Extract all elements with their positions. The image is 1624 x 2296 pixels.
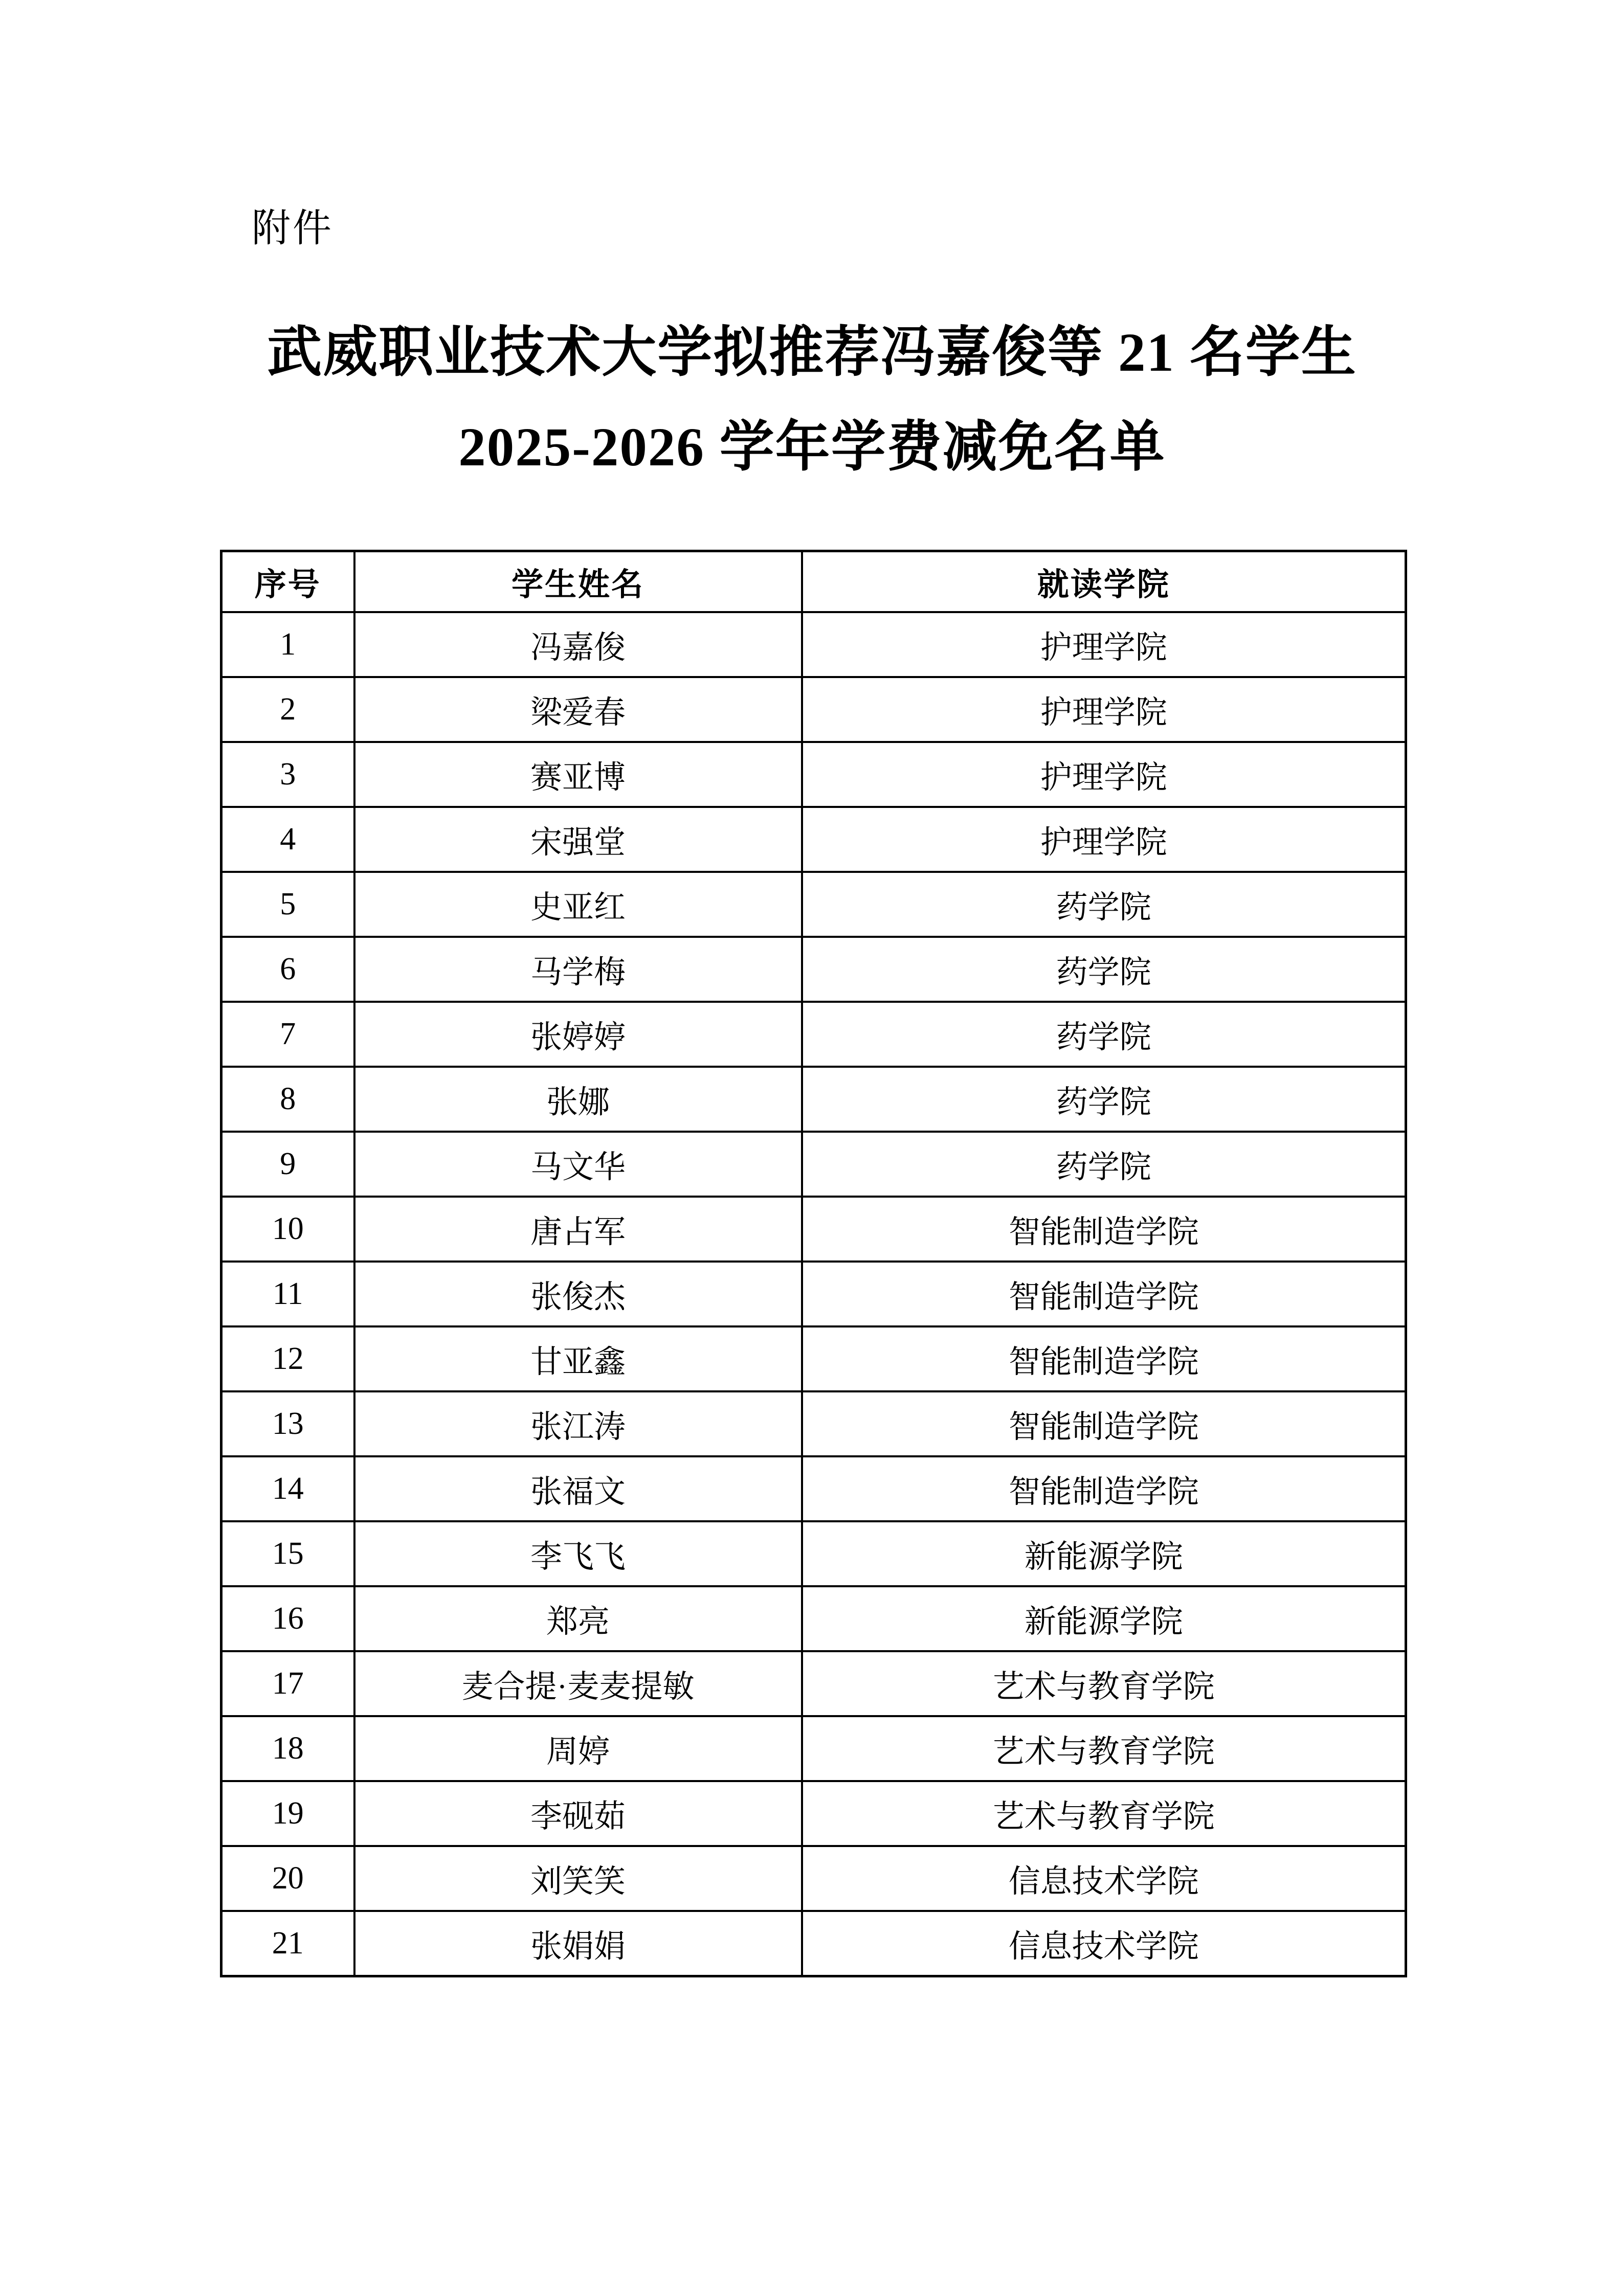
student-name-cell: 李砚茹 [354,1781,802,1846]
college-cell: 信息技术学院 [802,1846,1406,1911]
row-number-cell: 2 [221,677,354,742]
college-cell: 智能制造学院 [802,1391,1406,1456]
student-name-cell: 张福文 [354,1456,802,1521]
college-cell: 护理学院 [802,742,1406,807]
header-cell-student-name: 学生姓名 [354,551,802,613]
table-row [221,1586,1406,1651]
student-name-cell: 张娟娟 [354,1911,802,1976]
table-row [221,1456,1406,1521]
fee-waiver-table [220,550,1407,1977]
document-title-line-1: 武威职业技术大学拟推荐冯嘉俊等 21 名学生 [267,323,1357,383]
student-name-cell: 甘亚鑫 [354,1326,802,1391]
row-number-cell: 13 [221,1391,354,1456]
student-name-cell: 张江涛 [354,1391,802,1456]
row-number-cell: 10 [221,1197,354,1262]
header-cell-college: 就读学院 [802,551,1406,613]
header-cell-number: 序号 [221,551,354,613]
college-cell: 艺术与教育学院 [802,1651,1406,1716]
table-row [221,1651,1406,1716]
table-row [221,1391,1406,1456]
college-cell: 新能源学院 [802,1586,1406,1651]
table-row [221,1326,1406,1391]
row-number-cell: 20 [221,1846,354,1911]
document-title-line-2: 2025-2026 学年学费减免名单 [458,417,1166,478]
student-name-cell: 周婷 [354,1716,802,1781]
college-cell: 智能制造学院 [802,1197,1406,1262]
college-cell: 护理学院 [802,612,1406,677]
table-row [221,872,1406,937]
attachment-label: 附件 [252,207,333,250]
table-row [221,1911,1406,1976]
college-cell: 药学院 [802,1067,1406,1132]
student-name-cell: 唐占军 [354,1197,802,1262]
row-number-cell: 12 [221,1326,354,1391]
row-number-cell: 21 [221,1911,354,1976]
row-number-cell: 1 [221,612,354,677]
college-cell: 智能制造学院 [802,1326,1406,1391]
college-cell: 新能源学院 [802,1521,1406,1586]
row-number-cell: 7 [221,1002,354,1067]
college-cell: 艺术与教育学院 [802,1781,1406,1846]
table-row [221,1846,1406,1911]
college-cell: 护理学院 [802,677,1406,742]
document-title [0,306,1624,495]
row-number-cell: 16 [221,1586,354,1651]
row-number-cell: 14 [221,1456,354,1521]
table-row [221,1197,1406,1262]
student-name-cell: 马学梅 [354,937,802,1002]
row-number-cell: 11 [221,1262,354,1326]
student-name-cell: 宋强堂 [354,807,802,872]
college-cell: 智能制造学院 [802,1456,1406,1521]
college-cell: 药学院 [802,1132,1406,1197]
student-name-cell: 郑亮 [354,1586,802,1651]
student-name-cell: 冯嘉俊 [354,612,802,677]
college-cell: 信息技术学院 [802,1911,1406,1976]
student-name-cell: 梁爱春 [354,677,802,742]
table-row [221,1002,1406,1067]
college-cell: 药学院 [802,1002,1406,1067]
row-number-cell: 17 [221,1651,354,1716]
row-number-cell: 6 [221,937,354,1002]
student-name-cell: 张婷婷 [354,1002,802,1067]
table-row [221,1521,1406,1586]
table-row [221,1781,1406,1846]
table-row [221,677,1406,742]
row-number-cell: 9 [221,1132,354,1197]
table-row [221,1262,1406,1326]
college-cell: 药学院 [802,937,1406,1002]
college-cell: 艺术与教育学院 [802,1716,1406,1781]
student-name-cell: 麦合提·麦麦提敏 [354,1651,802,1716]
table-row [221,612,1406,677]
row-number-cell: 15 [221,1521,354,1586]
student-name-cell: 马文华 [354,1132,802,1197]
table-header [221,551,1406,613]
row-number-cell: 4 [221,807,354,872]
student-name-cell: 李飞飞 [354,1521,802,1586]
student-name-cell: 张娜 [354,1067,802,1132]
row-number-cell: 5 [221,872,354,937]
table-row [221,1132,1406,1197]
student-name-cell: 赛亚博 [354,742,802,807]
table-row [221,742,1406,807]
student-name-cell: 张俊杰 [354,1262,802,1326]
row-number-cell: 3 [221,742,354,807]
student-name-cell: 史亚红 [354,872,802,937]
table-row [221,807,1406,872]
student-name-cell: 刘笑笑 [354,1846,802,1911]
college-cell: 护理学院 [802,807,1406,872]
college-cell: 智能制造学院 [802,1262,1406,1326]
row-number-cell: 19 [221,1781,354,1846]
college-cell: 药学院 [802,872,1406,937]
student-table-body [221,612,1406,1976]
row-number-cell: 18 [221,1716,354,1781]
table-row [221,937,1406,1002]
table-row [221,1067,1406,1132]
table-row [221,1716,1406,1781]
row-number-cell: 8 [221,1067,354,1132]
table-header-row [221,551,1406,613]
